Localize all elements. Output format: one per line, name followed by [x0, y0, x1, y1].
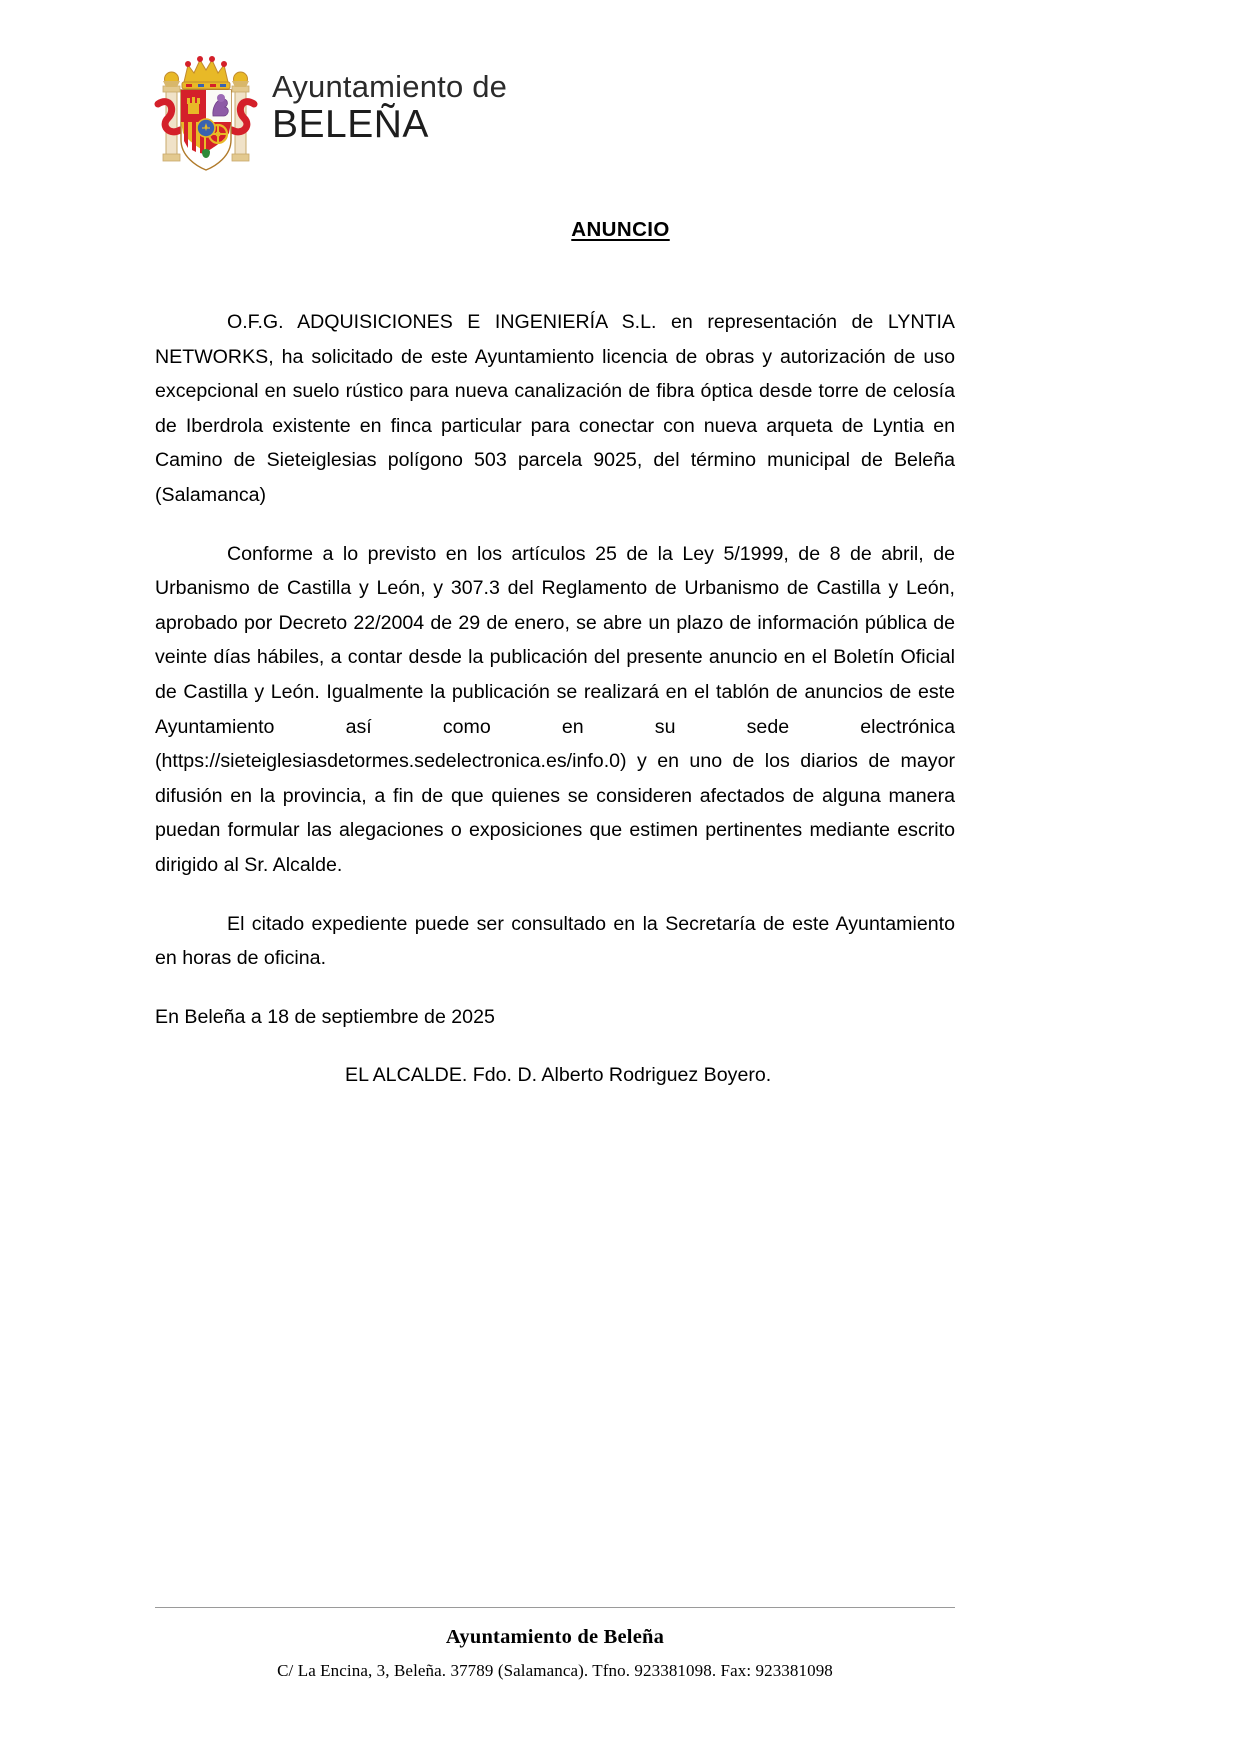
place-and-date: En Beleña a 18 de septiembre de 2025: [155, 1005, 495, 1028]
page-title: ANUNCIO: [571, 218, 670, 241]
signature-line: EL ALCALDE. Fdo. D. Alberto Rodriguez Boyero.: [345, 1064, 772, 1087]
brand-line-2: BELEÑA: [272, 102, 429, 146]
letterhead: [150, 48, 507, 173]
footer-address: C/ La Encina, 3, Beleña. 37789 (Salamanca). Tfno. 923381098. Fax: 923381098: [277, 1661, 833, 1680]
brand-text: [272, 71, 507, 150]
spanish-coat-of-arms-icon: [150, 48, 262, 173]
paragraph-1: O.F.G. ADQUISICIONES E INGENIERÍA S.L. en representación de LYNTIA NETWORKS, ha solicitado de este Ayuntamiento licencia de obras y autorización de uso excepcional en suelo rústico para nueva canalización de fibra óptica desde torre de celosía de Iberdrola existente en finca particular para conectar con nueva arqueta de Lyntia en Camino de Sieteiglesias polígono 503 parcela 9025, del término municipal de Beleña (Salamanca): [155, 311, 955, 506]
footer-organization: Ayuntamiento de Beleña: [445, 1626, 665, 1648]
brand-line-1: Ayuntamiento de: [272, 69, 508, 105]
footer-divider: [155, 1607, 955, 1608]
paragraph-2: Conforme a lo previsto en los artículos 25 de la Ley 5/1999, de 8 de abril, de Urbanismo de Castilla y León, y 307.3 del Reglamento de Urbanismo de Castilla y León, aprobado por Decreto 22/2004 de 29 de enero, se abre un plazo de información pública de veinte días hábiles, a contar desde la publicación del presente anuncio en el Boletín Oficial de Castilla y León. Igualmente la publicación se realizará en el tablón de anuncios de este Ayuntamiento así como en su sede electrónica (https://sieteiglesiasdetormes.sedelectronica.es/info.0) y en uno de los diarios de mayor difusión en la provincia, a fin de que quienes se consideren afectados de alguna manera puedan formular las alegaciones o exposiciones que estimen pertinentes mediante escrito dirigido al Sr. Alcalde.: [155, 542, 955, 876]
document-body: [155, 305, 955, 1093]
paragraph-3: El citado expediente puede ser consultado en la Secretaría de este Ayuntamiento en horas de oficina.: [155, 912, 955, 970]
page-footer: [155, 1607, 955, 1681]
